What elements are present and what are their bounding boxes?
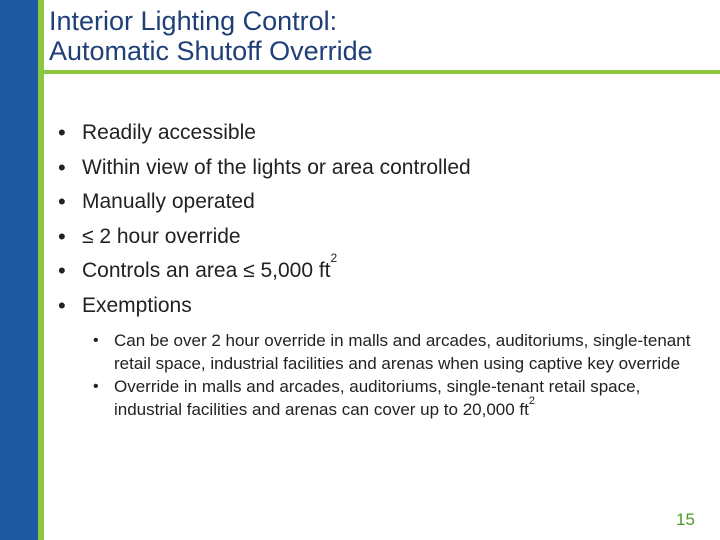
sub-bullet-text: Override in malls and arcades, auditoriums, single-tenant retail space, industrial facilities and arenas can cover up to 20,000 ft [114,377,641,419]
bullet-item [58,185,698,220]
left-accent-bar [0,0,38,540]
bullet-item [58,251,698,289]
bullet-text: Controls an area ≤ 5,000 ft [82,259,331,282]
slide-title-line-1: Interior Lighting Control: [49,6,338,36]
bullet-text: Exemptions [82,293,192,317]
sub-bullet-list [82,329,698,421]
bullet-item [58,289,698,422]
bullet-item [58,151,698,186]
superscript: 2 [528,395,535,407]
title-divider [38,70,720,74]
bullet-text: ≤ 2 hour override [82,224,241,248]
bullet-text: Within view of the lights or area controlled [82,155,471,179]
page-number: 15 [676,510,695,529]
sub-bullet-text: Can be over 2 hour override in malls and arcades, auditoriums, single-tenant retail space, industrial facilities and arenas when using captive key override [114,331,691,373]
slide-title-line-2: Automatic Shutoff Override [49,36,373,66]
bullet-list [58,116,698,421]
sub-bullet-item [82,375,704,421]
superscript: 2 [330,251,338,265]
left-green-stripe [38,0,44,540]
slide-title [49,6,373,66]
bullet-item [58,116,698,151]
bullet-item [58,220,698,255]
bullet-text: Readily accessible [82,121,256,144]
sub-bullet-item [82,329,704,375]
bullet-text: Manually operated [82,190,255,213]
